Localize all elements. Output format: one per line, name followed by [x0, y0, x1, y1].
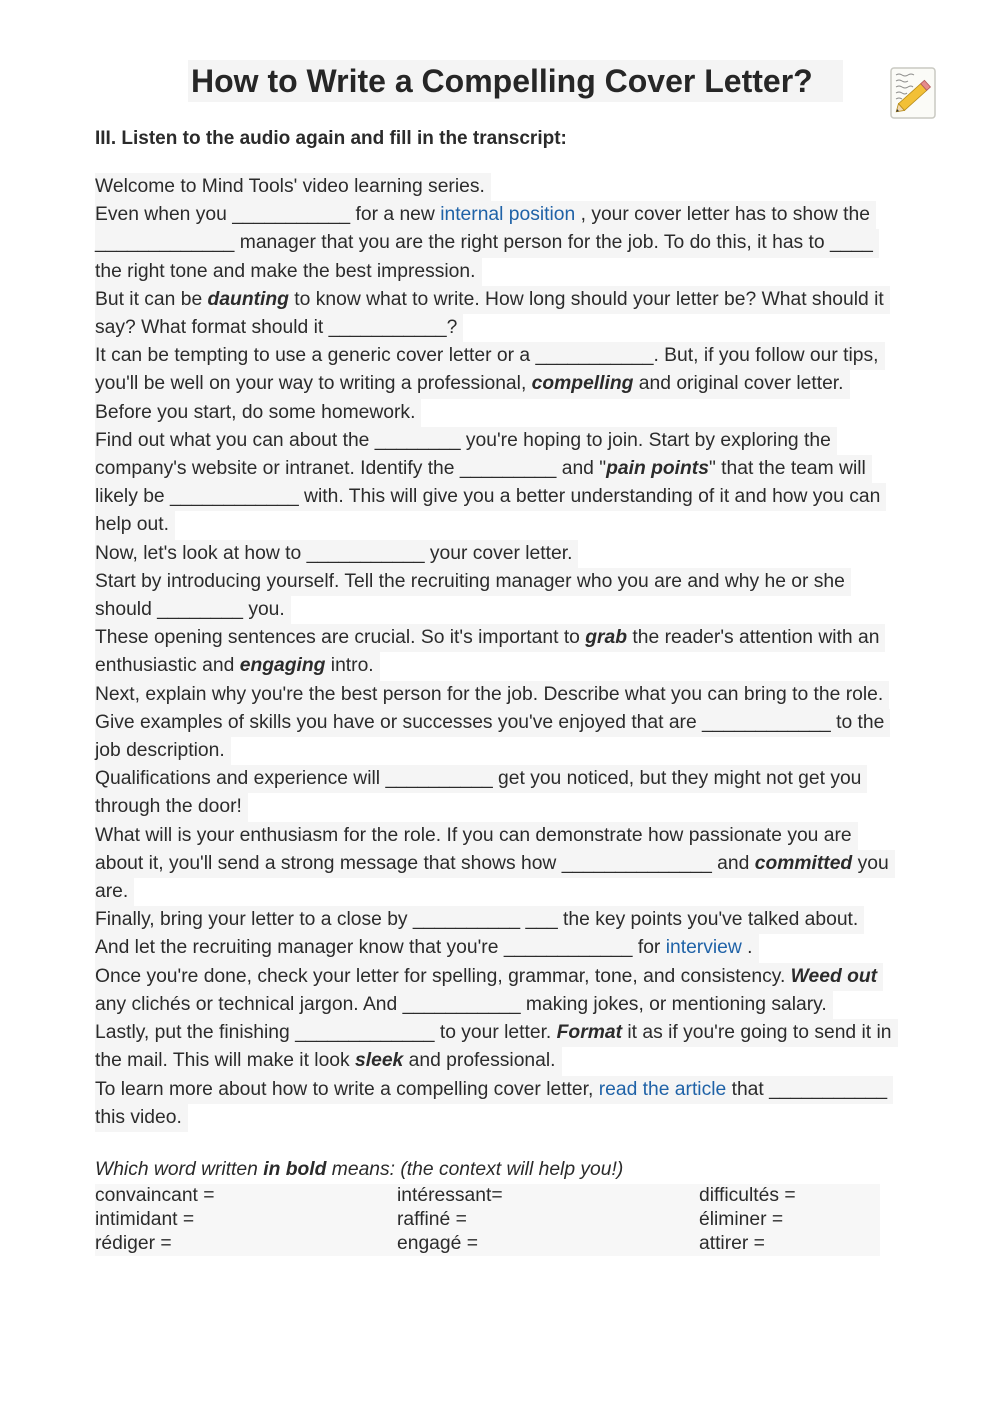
transcript-line: Even when you ___________ for a new internal position , your cover letter has to show the — [95, 201, 876, 229]
vocab-item[interactable]: attirer = — [699, 1233, 765, 1254]
transcript-line: Give examples of skills you have or successes you've enjoyed that are ____________ to the — [95, 709, 890, 737]
vocab-item[interactable]: rédiger = — [95, 1233, 172, 1254]
transcript-line: _____________ manager that you are the right person for the job. To do this, it has to ____ — [95, 229, 879, 257]
vocab-row — [95, 1232, 880, 1256]
transcript-line: Before you start, do some homework. — [95, 399, 421, 427]
vocab-item[interactable]: convaincant = — [95, 1185, 215, 1206]
transcript-line: this video. — [95, 1104, 188, 1132]
transcript-line: about it, you'll send a strong message that shows how ______________ and committed you — [95, 850, 895, 878]
interview-link[interactable]: interview — [665, 937, 742, 959]
vocab-row — [95, 1208, 880, 1232]
transcript-line: help out. — [95, 511, 175, 539]
transcript-line: job description. — [95, 737, 231, 765]
transcript-line: through the door! — [95, 793, 248, 821]
vocab-item[interactable]: intimidant = — [95, 1209, 195, 1230]
transcript-line: Lastly, put the finishing _____________ to your letter. Format it as if you're going to send it in — [95, 1019, 898, 1047]
read-the-article-link[interactable]: read the article — [598, 1078, 727, 1100]
transcript-line: These opening sentences are crucial. So it's important to grab the reader's attention with an — [95, 624, 885, 652]
pencil-notepad-icon — [889, 66, 937, 120]
vocab-row — [95, 1184, 880, 1208]
transcript — [95, 173, 935, 1132]
transcript-line: likely be ____________ with. This will give you a better understanding of it and how you can — [95, 483, 886, 511]
transcript-line: company's website or intranet. Identify the _________ and "pain points" that the team will — [95, 455, 872, 483]
transcript-line: say? What format should it ___________? — [95, 314, 463, 342]
transcript-line: the right tone and make the best impression. — [95, 258, 482, 286]
transcript-line: should ________ you. — [95, 596, 291, 624]
transcript-line: the mail. This will make it look sleek and professional. — [95, 1047, 562, 1075]
transcript-line: Start by introducing yourself. Tell the recruiting manager who you are and why he or she — [95, 568, 851, 596]
transcript-line: It can be tempting to use a generic cover letter or a ___________. But, if you follow our tips, — [95, 342, 885, 370]
transcript-line: are. — [95, 878, 134, 906]
transcript-line: To learn more about how to write a compelling cover letter, read the article that ___________ — [95, 1076, 893, 1104]
vocab-question: Which word written in bold means: (the context will help you!) — [95, 1159, 624, 1180]
transcript-line: Once you're done, check your letter for spelling, grammar, tone, and consistency. Weed out — [95, 963, 883, 991]
transcript-line: Now, let's look at how to ___________ your cover letter. — [95, 540, 578, 568]
vocab-item[interactable]: raffiné = — [397, 1209, 467, 1230]
transcript-line: What will is your enthusiasm for the role. If you can demonstrate how passionate you are — [95, 822, 858, 850]
transcript-line: Find out what you can about the ________ you're hoping to join. Start by exploring the — [95, 427, 837, 455]
vocab-item[interactable]: éliminer = — [699, 1209, 784, 1230]
vocab-item[interactable]: intéressant= — [397, 1185, 503, 1206]
page-title: How to Write a Compelling Cover Letter? — [188, 60, 843, 102]
transcript-line: any clichés or technical jargon. And ___________ making jokes, or mentioning salary. — [95, 991, 833, 1019]
vocab-item[interactable]: difficultés = — [699, 1185, 796, 1206]
vocab-table — [95, 1184, 880, 1256]
transcript-line: Qualifications and experience will __________ get you noticed, but they might not get you — [95, 765, 867, 793]
transcript-line: And let the recruiting manager know that you're ____________ for interview . — [95, 934, 759, 962]
internal-position-link[interactable]: internal position — [440, 204, 576, 226]
transcript-line: But it can be daunting to know what to write. How long should your letter be? What should it — [95, 286, 890, 314]
transcript-line: enthusiastic and engaging intro. — [95, 652, 380, 680]
transcript-line: Finally, bring your letter to a close by __________ ___ the key points you've talked about. — [95, 906, 864, 934]
transcript-line: Welcome to Mind Tools' video learning series. — [95, 173, 491, 201]
transcript-line: Next, explain why you're the best person for the job. Describe what you can bring to the role. — [95, 681, 889, 709]
vocab-item[interactable]: engagé = — [397, 1233, 478, 1254]
section-heading: III. Listen to the audio again and fill in the transcript: — [95, 128, 567, 149]
transcript-line: you'll be well on your way to writing a professional, compelling and original cover letter. — [95, 370, 850, 398]
